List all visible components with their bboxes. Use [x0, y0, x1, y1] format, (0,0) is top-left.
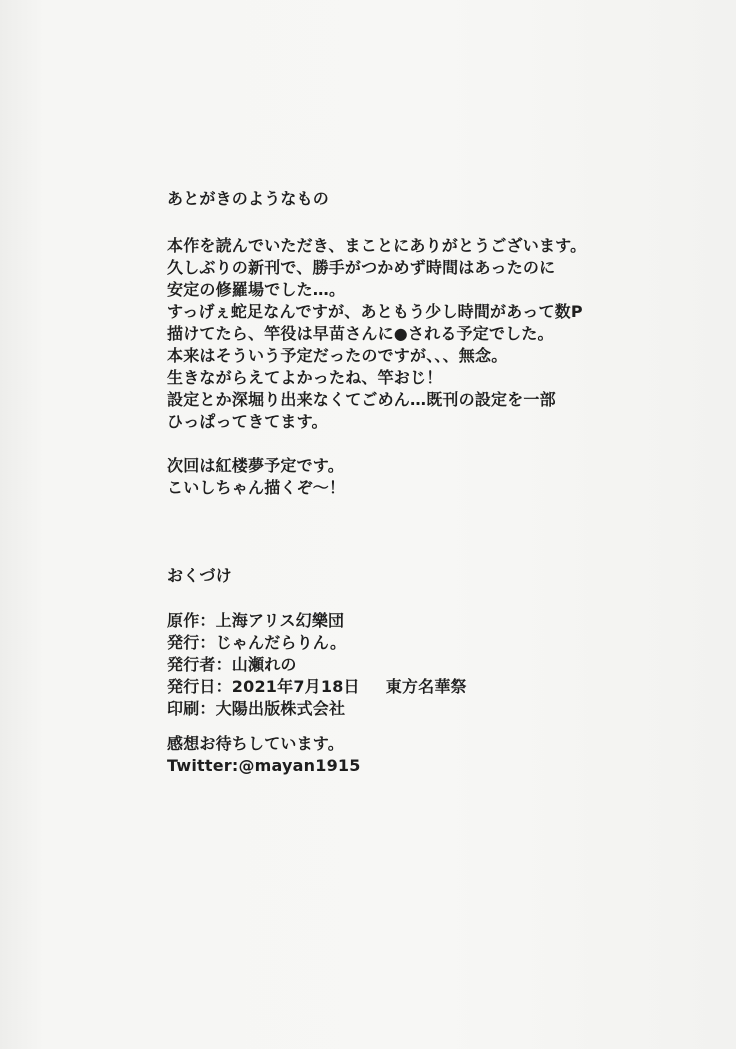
afterword-heading: あとがきのようなもの — [167, 189, 330, 208]
colophon-date-row — [167, 676, 467, 698]
afterword-line: ひっぱってきてます。 — [167, 412, 328, 431]
afterword-line: 本作を読んでいただき、まことにありがとうございます。 — [167, 236, 587, 255]
afterword-body — [167, 235, 586, 433]
next-issue-note — [167, 455, 345, 499]
next-issue-line: こいしちゃん描くぞ〜！ — [167, 478, 346, 497]
afterword-line: すっげぇ蛇足なんですが、あともう少し時間があって数P — [167, 302, 583, 321]
colophon-printer: 印刷：大陽出版株式会社 — [167, 699, 346, 718]
colophon-event: 東方名華祭 — [385, 677, 467, 696]
colophon-list — [167, 610, 467, 720]
afterword-line: 生きながらえてよかったね、竿おじ！ — [167, 368, 443, 387]
afterword-heading-block — [167, 188, 329, 210]
afterword-line: 久しぶりの新刊で、勝手がつかめず時間はあったのに — [167, 258, 556, 277]
afterword-line: 本来はそういう予定だったのですが、、、無念。 — [167, 346, 508, 365]
colophon-heading-block — [167, 565, 232, 587]
contact-message: 感想お待ちしています。 — [167, 734, 344, 753]
twitter-handle: Twitter:@mayan1915 — [167, 756, 361, 775]
colophon-date: 発行日：2021年7月18日 — [167, 677, 360, 696]
colophon-heading: おくづけ — [167, 566, 232, 585]
afterword-line: 安定の修羅場でした…。 — [167, 280, 346, 299]
afterword-line: 描けてたら、竿役は早苗さんに●される予定でした。 — [167, 324, 554, 343]
contact-block — [167, 733, 361, 777]
colophon-author: 発行者：山瀬れの — [167, 655, 297, 674]
colophon-publisher: 発行：じゃんだらりん。 — [167, 633, 347, 652]
colophon-original: 原作：上海アリス幻樂団 — [167, 611, 345, 630]
afterword-line: 設定とか深堀り出来なくてごめん…既刊の設定を一部 — [167, 390, 556, 409]
next-issue-line: 次回は紅楼夢予定です。 — [167, 456, 344, 475]
